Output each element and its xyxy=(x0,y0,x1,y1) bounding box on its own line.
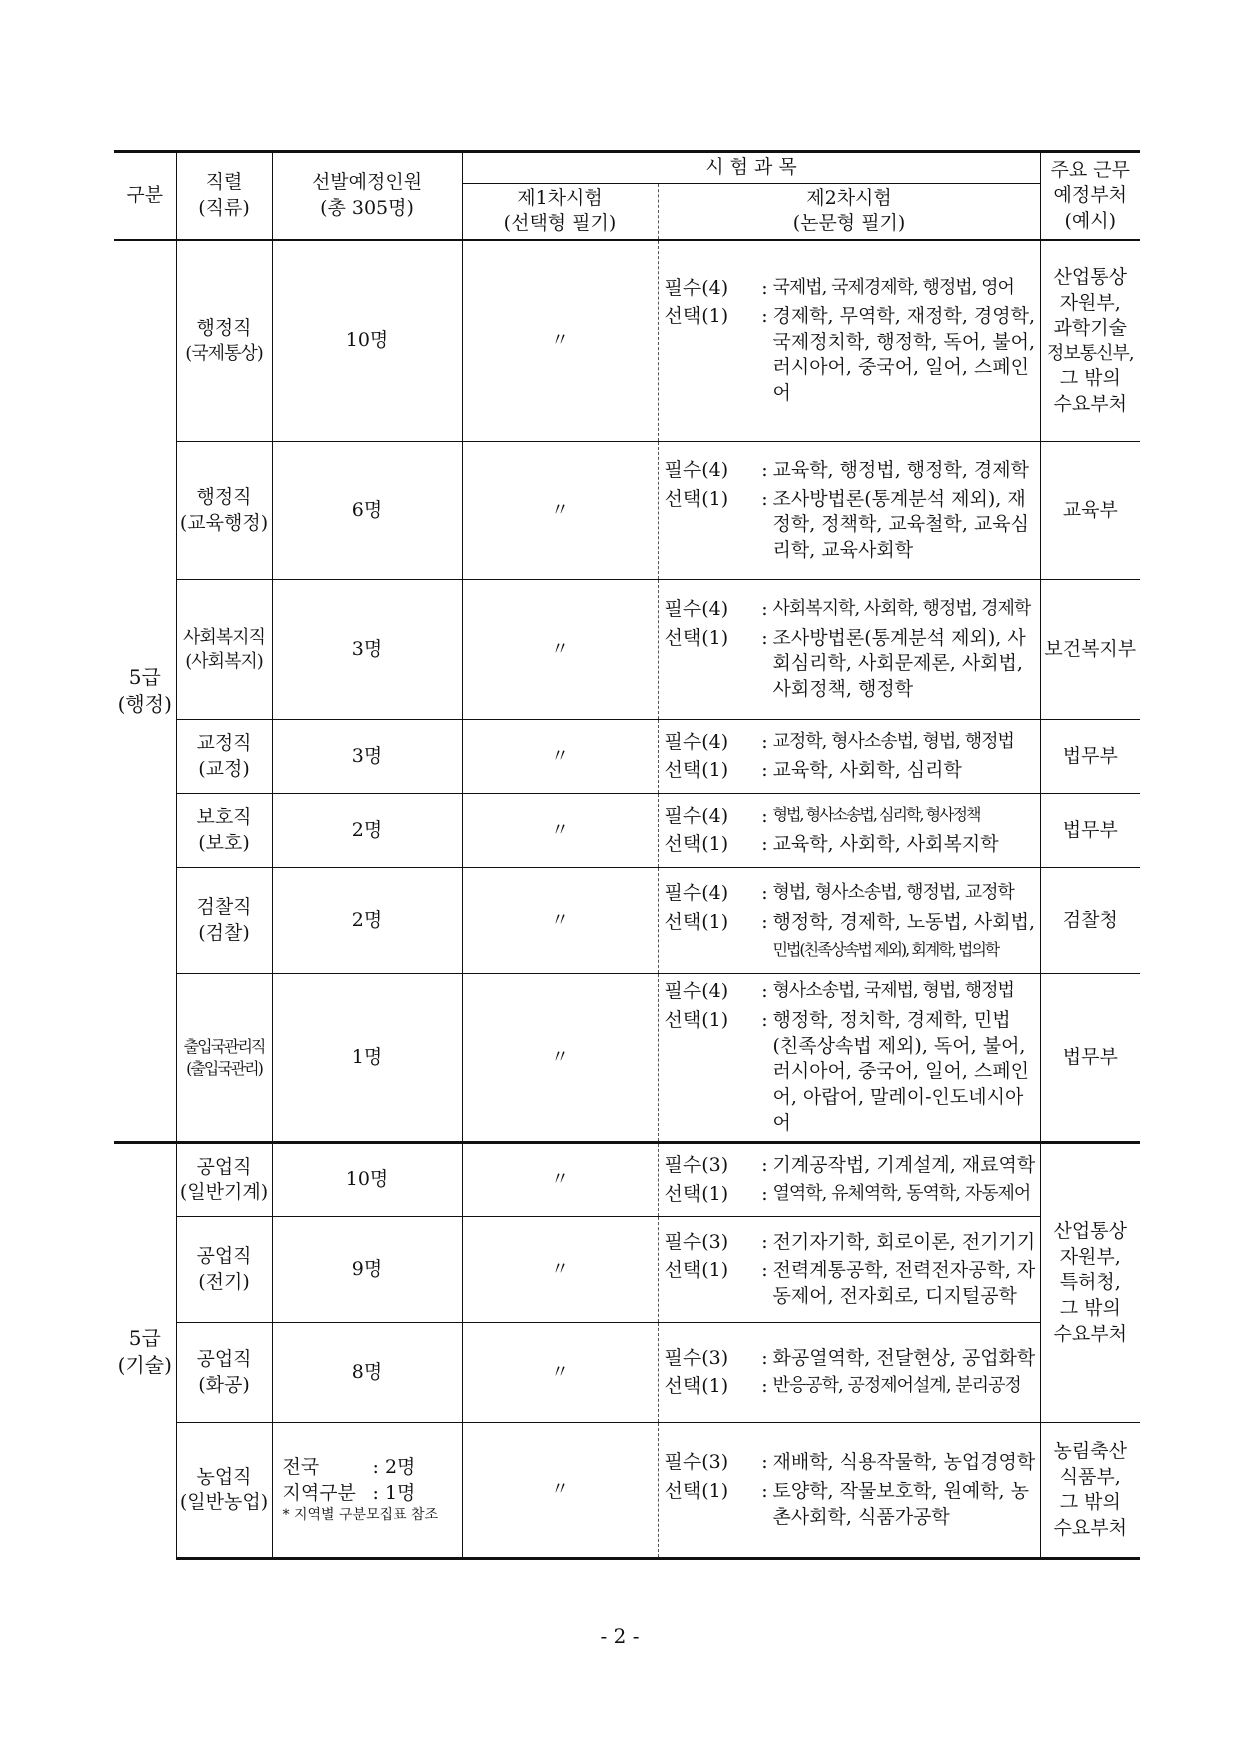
table-row xyxy=(114,1423,1140,1559)
job-series: 공업직 (전기) xyxy=(176,1217,272,1323)
job-series: 행정직 (국제통상) xyxy=(176,240,272,442)
exam1-ditto: 〃 xyxy=(462,720,658,794)
exam1-ditto: 〃 xyxy=(462,974,658,1143)
department: 법무부 xyxy=(1040,974,1140,1143)
exam-subjects-table xyxy=(114,150,1140,1560)
table-row xyxy=(114,794,1140,868)
exam2-subjects: 필수(4) : 국제법, 국제경제학, 행정법, 영어 선택(1) : 경제학, 무역학, 재정학, 경영학, 국제정치학, 행정학, 독어, 불어, 러시아어, 중국어, 일어, 스페인어 xyxy=(658,240,1040,442)
planned-count: 3명 xyxy=(272,720,462,794)
job-series: 공업직 (화공) xyxy=(176,1323,272,1423)
department: 교육부 xyxy=(1040,442,1140,580)
planned-count: 9명 xyxy=(272,1217,462,1323)
job-series: 공업직 (일반기계) xyxy=(176,1143,272,1217)
planned-count: 2명 xyxy=(272,794,462,868)
table-row xyxy=(114,974,1140,1143)
planned-count: 1명 xyxy=(272,974,462,1143)
job-series: 검찰직 (검찰) xyxy=(176,868,272,974)
exam2-subjects: 필수(4) : 교육학, 행정법, 행정학, 경제학 선택(1) : 조사방법론(통계분석 제외), 재정학, 정책학, 교육철학, 교육심리학, 교육사회학 xyxy=(658,442,1040,580)
table-row xyxy=(114,240,1140,442)
job-series: 행정직 (교육행정) xyxy=(176,442,272,580)
header-subjects: 시 험 과 목 xyxy=(462,152,1040,184)
table-row xyxy=(114,720,1140,794)
exam1-ditto: 〃 xyxy=(462,240,658,442)
job-series: 농업직 (일반농업) xyxy=(176,1423,272,1559)
exam2-subjects: 필수(3) : 화공열역학, 전달현상, 공업화학 선택(1) : 반응공학, 공정제어설계, 분리공정 xyxy=(658,1323,1040,1423)
exam1-ditto: 〃 xyxy=(462,1423,658,1559)
job-series: 보호직 (보호) xyxy=(176,794,272,868)
header-job-series: 직렬 (직류) xyxy=(176,152,272,240)
page-number: - 2 - xyxy=(600,1624,640,1648)
header-planned-count: 선발예정인원 (총 305명) xyxy=(272,152,462,240)
planned-count: 전국 : 2명 지역구분 : 1명 * 지역별 구분모집표 참조 xyxy=(272,1423,462,1559)
exam2-subjects: 필수(4) : 형법, 형사소송법, 심리학, 형사정책 선택(1) : 교육학, 사회학, 사회복지학 xyxy=(658,794,1040,868)
planned-count: 2명 xyxy=(272,868,462,974)
department: 검찰청 xyxy=(1040,868,1140,974)
exam2-subjects: 필수(4) : 사회복지학, 사회학, 행정법, 경제학 선택(1) : 조사방법론(통계분석 제외), 사회심리학, 사회문제론, 사회법, 사회정책, 행정학 xyxy=(658,580,1040,720)
planned-count: 6명 xyxy=(272,442,462,580)
planned-count: 10명 xyxy=(272,1143,462,1217)
job-series: 사회복지직 (사회복지) xyxy=(176,580,272,720)
table-row xyxy=(114,1217,1140,1323)
exam2-subjects: 필수(4) : 교정학, 형사소송법, 형법, 행정법 선택(1) : 교육학, 사회학, 심리학 xyxy=(658,720,1040,794)
exam1-ditto: 〃 xyxy=(462,1143,658,1217)
exam1-ditto: 〃 xyxy=(462,868,658,974)
grade-tech: 5급 (기술) xyxy=(114,1143,176,1559)
job-series: 출입국관리직 (출입국관리) xyxy=(176,974,272,1143)
exam1-ditto: 〃 xyxy=(462,442,658,580)
header-division: 구분 xyxy=(114,152,176,240)
department: 농림축산 식품부, 그 밖의 수요부처 xyxy=(1040,1423,1140,1559)
header-exam1: 제1차시험 (선택형 필기) xyxy=(462,183,658,240)
job-series: 교정직 (교정) xyxy=(176,720,272,794)
planned-count: 3명 xyxy=(272,580,462,720)
exam2-subjects: 필수(3) : 재배학, 식용작물학, 농업경영학 선택(1) : 토양학, 작물보호학, 원예학, 농촌사회학, 식품가공학 xyxy=(658,1423,1040,1559)
exam1-ditto: 〃 xyxy=(462,1323,658,1423)
exam2-subjects: 필수(4) : 형법, 형사소송법, 행정법, 교정학 선택(1) : 행정학, 경제학, 노동법, 사회법, 민법(친족상속법 제외), 회계학, 법의학 xyxy=(658,868,1040,974)
exam1-ditto: 〃 xyxy=(462,1217,658,1323)
exam2-subjects: 필수(3) : 전기자기학, 회로이론, 전기기기 선택(1) : 전력계통공학, 전력전자공학, 자동제어, 전자회로, 디지털공학 xyxy=(658,1217,1040,1323)
table-row xyxy=(114,1323,1140,1423)
regional-note: * 지역별 구분모집표 참조 xyxy=(282,1507,439,1524)
planned-count: 10명 xyxy=(272,240,462,442)
header-exam2: 제2차시험 (논문형 필기) xyxy=(658,183,1040,240)
department-tech-shared: 산업통상 자원부, 특허청, 그 밖의 수요부처 xyxy=(1040,1143,1140,1423)
grade-admin: 5급 (행정) xyxy=(117,665,172,717)
planned-count: 8명 xyxy=(272,1323,462,1423)
exam2-subjects: 필수(4) : 형사소송법, 국제법, 형법, 행정법 선택(1) : 행정학, 정치학, 경제학, 민법 (친족상속법 제외), 독어, 불어, 러시아어, 중국어, 일어, 스페인어, 아랍어, 말레이-인도네시아어 xyxy=(658,974,1040,1143)
exam1-ditto: 〃 xyxy=(462,580,658,720)
department: 법무부 xyxy=(1040,794,1140,868)
department: 법무부 xyxy=(1040,720,1140,794)
table-row xyxy=(114,442,1140,580)
table-row xyxy=(114,580,1140,720)
department: 산업통상 자원부, 과학기술 정보통신부, 그 밖의 수요부처 xyxy=(1040,240,1140,442)
department: 보건복지부 xyxy=(1040,580,1140,720)
exam2-subjects: 필수(3) : 기계공작법, 기계설계, 재료역학 선택(1) : 열역학, 유체역학, 동역학, 자동제어 xyxy=(658,1143,1040,1217)
table-row xyxy=(114,868,1140,974)
header-department: 주요 근무 예정부처 (예시) xyxy=(1040,152,1140,240)
table-row xyxy=(114,1143,1140,1217)
exam1-ditto: 〃 xyxy=(462,794,658,868)
